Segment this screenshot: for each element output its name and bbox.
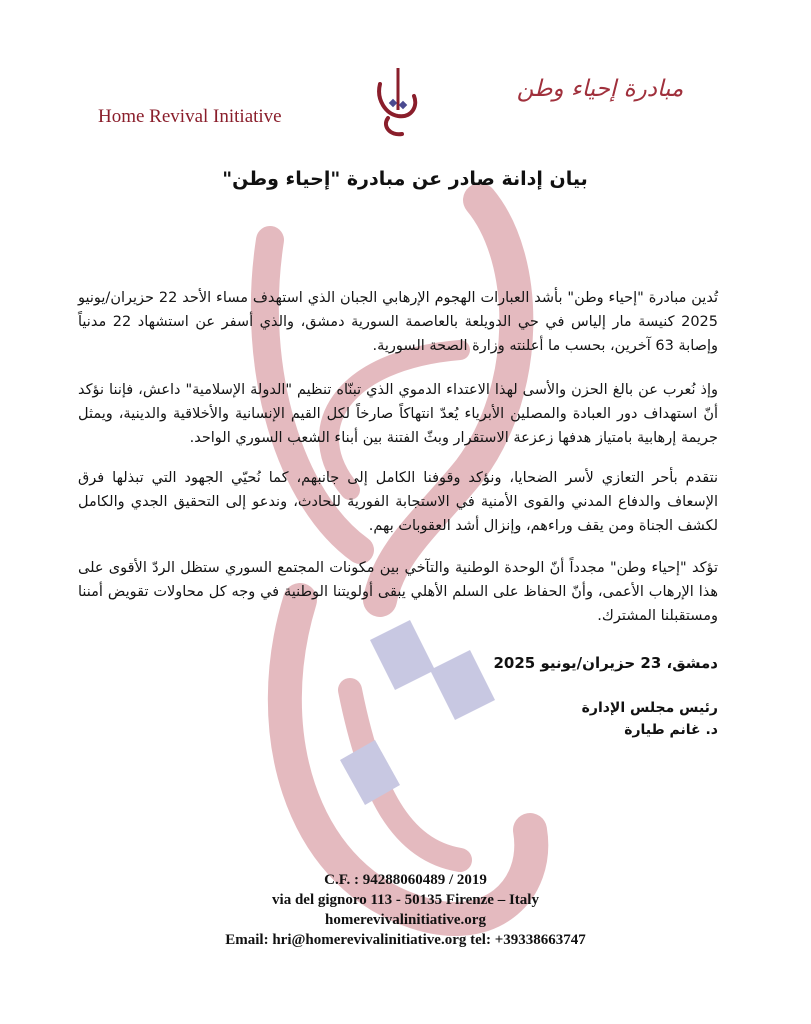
statement-title: بيان إدانة صادر عن مبادرة "إحياء وطن" bbox=[222, 168, 588, 190]
footer-tax-code: C.F. : 94288060489 / 2019 bbox=[324, 872, 487, 888]
paragraph-2: وإذ نُعرب عن بالغ الحزن والأسى لهذا الاعتداء الدموي الذي تبنّاه تنظيم "الدولة الإسلامية" داعش، فإننا نؤكد أنّ استهداف دور العبادة والمصلين الأبرياء يُعدّ انتهاكاً صارخاً لكل القيم الإنسانية والأخلاقية والدينية، ويمثل جريمة إرهابية بامتياز هدفها زعزعة الاستقرار وبثّ الفتنة بين أبناء الشعب السوري الواحد. bbox=[78, 382, 718, 446]
signature-title: رئيس مجلس الإدارة bbox=[581, 700, 718, 716]
paragraph-1: تُدين مبادرة "إحياء وطن" بأشد العبارات الهجوم الإرهابي الجبان الذي استهدف مساء الأحد 22 حزيران/يونيو 2025 كنيسة مار إلياس في حي الدويلعة بالعاصمة السورية دمشق، والذي أسفر عن استشهاد 22 مدنياً وإصابة 63 آخرين، بحسب ما أعلنته وزارة الصحة السورية. bbox=[78, 290, 718, 354]
calligraphy-logo-icon bbox=[368, 66, 424, 138]
footer-website: homerevivalinitiative.org bbox=[325, 912, 486, 928]
signature-name: د. غانم طيارة bbox=[624, 722, 718, 738]
paragraph-4: تؤكد "إحياء وطن" مجدداً أنّ الوحدة الوطنية والتآخي بين مكونات المجتمع السوري ستظل الردّ الأقوى على هذا الإرهاب الأعمى، وأنّ الحفاظ على السلم الأهلي يبقى أولويتنا الوطنية في وجه كل محاولات تقويض أمننا ومستقبلنا المشترك. bbox=[78, 560, 718, 624]
footer-contact: Email: hri@homerevivalinitiative.org tel: +39338663747 bbox=[225, 932, 586, 948]
paragraph-3: نتقدم بأحر التعازي لأسر الضحايا، ونؤكد وقوفنا الكامل إلى جانبهم، كما نُحيّي الجهود التي تبذلها فرق الإسعاف والدفاع المدني والقوى الأمنية في الاستجابة الفورية للحادث، وندعو إلى التحقيق الجدي والكامل لكشف الجناة ومن يقف وراءهم، وإنزال أشد العقوبات بهم. bbox=[78, 470, 718, 534]
header-arabic-name: مبادرة إحياء وطن bbox=[516, 76, 684, 102]
footer-address: via del gignoro 113 - 50135 Firenze – Italy bbox=[272, 892, 539, 908]
header-english-name: Home Revival Initiative bbox=[98, 106, 282, 127]
dateline: دمشق، 23 حزيران/يونيو 2025 bbox=[493, 654, 718, 672]
